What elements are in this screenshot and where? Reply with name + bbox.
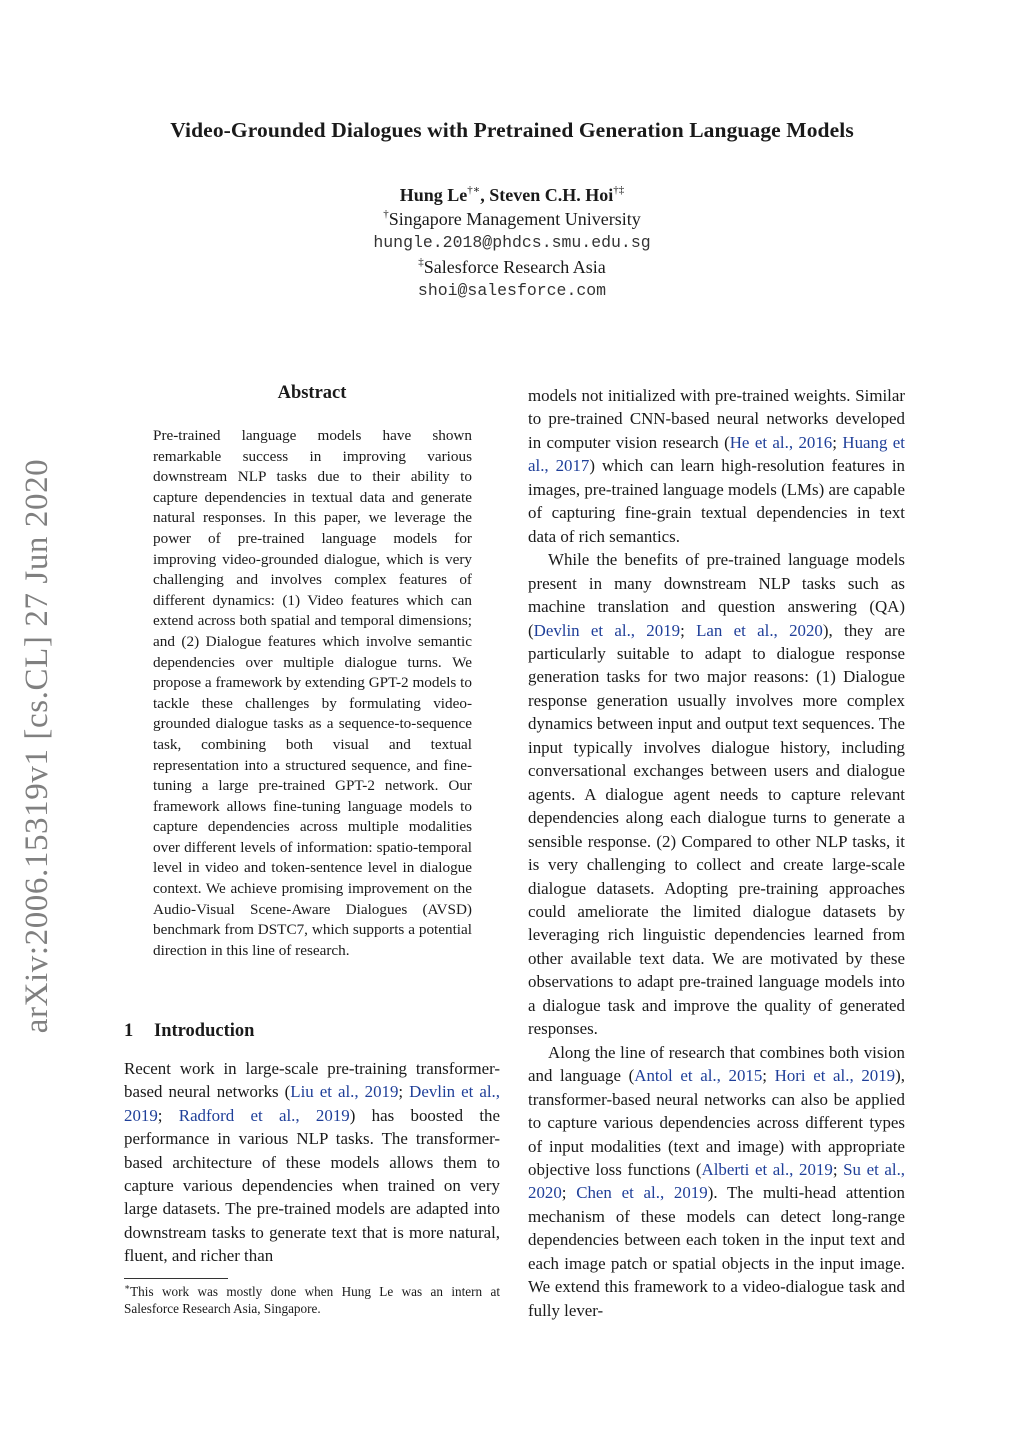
- citation-link[interactable]: Su et al., 2020: [528, 1159, 906, 1203]
- citation-link[interactable]: Radford et al., 2019: [178, 1105, 350, 1125]
- section-number: 1: [124, 1021, 134, 1041]
- text-run: ), they are particularly suitable to adapt to dialogue response generation tasks for two major reasons: (1) Dialogue response generation usually involves more complex dynamics between input and output text sequences. The input typically involves dialogue history, including conversational exchanges between users and dialogue agents. A dialogue agent needs to capture relevant dependencies along each dialogue turns to generate a sensible response. (2) Compared to other NLP tasks, it is very challenging to collect and create large-scale dialogue datasets. Adopting pre-training approaches could ameliorate the limited dialogue datasets by leveraging rich linguistic dependencies learned from other available text data. We are motivated by these observations to adapt pre-trained language models into a dialogue task and improve the quality of generated responses.: [528, 620, 905, 1039]
- citation-link[interactable]: Devlin et al., 2019: [124, 1082, 500, 1125]
- intro-paragraph-1: [124, 1057, 500, 1268]
- text-run: ;: [561, 1183, 577, 1203]
- author-2: Steven C.H. Hoi: [489, 185, 614, 205]
- text-run: ) which can learn high-resolution features in images, pre-trained language models (LMs) are capable of capturing fine-grain textual dependencies in text data of rich semantics.: [528, 456, 905, 546]
- intro-left-column: [124, 1057, 500, 1268]
- affiliation-1-text: Singapore Management University: [388, 209, 641, 229]
- text-run: ;: [832, 1159, 844, 1179]
- affiliation-2-mark: ‡: [418, 256, 424, 268]
- citation-link[interactable]: Antol et al., 2015: [634, 1066, 763, 1086]
- author-1-marks: †∗: [467, 184, 481, 196]
- right-paragraph-3: [528, 1041, 905, 1322]
- footnote-divider: [124, 1278, 228, 1279]
- text-run: ;: [398, 1082, 410, 1102]
- arxiv-stamp: arXiv:2006.15319v1 [cs.CL] 27 Jun 2020: [19, 458, 55, 1034]
- text-run: ;: [762, 1066, 775, 1086]
- affiliation-2: [0, 255, 1024, 279]
- author-2-marks: †‡: [613, 184, 625, 196]
- footnote: [124, 1283, 500, 1317]
- text-run: ;: [157, 1105, 179, 1125]
- paper-title: Video-Grounded Dialogues with Pretrained Generation Language Models: [170, 118, 854, 142]
- citation-link[interactable]: Chen et al., 2019: [576, 1183, 708, 1203]
- text-run: ) has boosted the performance in various NLP tasks. The transformer-based architecture of these models allows them to capture various dependencies when trained on very large datasets. The pre-trained models are adapted into downstream tasks to generate text that is more natural, fluent, and richer than: [124, 1105, 500, 1266]
- right-paragraph-1: [528, 384, 905, 548]
- footnote-mark: ∗: [124, 1281, 131, 1292]
- section-title: Introduction: [154, 1021, 255, 1041]
- citation-link[interactable]: Liu et al., 2019: [290, 1082, 399, 1102]
- citation-link[interactable]: Huang et al., 2017: [528, 432, 906, 476]
- email-1: hungle.2018@phdcs.smu.edu.sg: [373, 233, 651, 252]
- author-names: [0, 183, 1024, 207]
- email-2: shoi@salesforce.com: [417, 281, 607, 300]
- citation-link[interactable]: Devlin et al., 2019: [533, 620, 681, 640]
- text-run: ). The multi-head attention mechanism of these models can detect long-range dependencies between each token in the input text and each image patch or spatial objects in the input image. We extend this framework to a video-dialogue task and fully lever-: [528, 1183, 905, 1320]
- affiliation-1: [0, 207, 1024, 231]
- citation-link[interactable]: Alberti et al., 2019: [701, 1159, 833, 1179]
- text-run: Recent work in large-scale pre-training transformer-based neural networks (: [124, 1059, 500, 1102]
- author-block: [0, 183, 1024, 303]
- citation-link[interactable]: Hori et al., 2019: [774, 1066, 896, 1086]
- right-paragraph-2: [528, 548, 905, 1041]
- affiliation-2-text: Salesforce Research Asia: [423, 257, 606, 277]
- abstract-heading: Abstract: [277, 383, 347, 403]
- citation-link[interactable]: He et al., 2016: [729, 432, 833, 452]
- text-run: Along the line of research that combines both vision and language (: [528, 1042, 905, 1086]
- footnote-text: This work was mostly done when Hung Le was an intern at Salesforce Research Asia, Singapore.: [124, 1284, 500, 1316]
- text-run: models not initialized with pre-trained weights. Similar to pre-trained CNN-based neural networks developed in computer vision research (: [528, 386, 905, 452]
- text-run: ;: [680, 620, 697, 640]
- citation-link[interactable]: Lan et al., 2020: [696, 620, 823, 640]
- affiliation-1-mark: †: [383, 208, 389, 220]
- abstract-text: Pre-trained language models have shown remarkable success in improving various downstream NLP tasks due to their ability to capture dependencies in textual data and generate natural responses. In this paper, we leverage the power of pre-trained language models for improving video-grounded dialogue, which is very challenging and involves complex features of different dynamics: (1) Video features which can extend across both spatial and temporal dimensions; and (2) Dialogue features which involve semantic dependencies over multiple dialogue turns. We propose a framework by extending GPT-2 models to tackle these challenges by formulating video-grounded dialogue tasks as a sequence-to-sequence task, combining both visual and textual representation into a structured sequence, and fine-tuning a large pre-trained GPT-2 network. Our framework allows fine-tuning language models to capture dependencies across multiple modalities over different levels of information: spatio-temporal level in video and token-sentence level in dialogue context. We achieve promising improvement on the Audio-Visual Scene-Aware Dialogues (AVSD) benchmark from DSTC7, which supports a potential direction in this line of research.: [153, 427, 472, 959]
- author-separator: ,: [480, 185, 490, 205]
- text-run: ), transformer-based neural networks can also be applied to capture various dependencies across different types of input modalities (text and image) with appropriate objective loss functions (: [528, 1066, 905, 1179]
- text-run: While the benefits of pre-trained language models present in many downstream NLP tasks such as machine translation and question answering (QA) (: [528, 550, 905, 640]
- abstract-body: [153, 426, 472, 961]
- section-heading-introduction: [124, 1021, 254, 1042]
- right-column: [528, 384, 905, 1322]
- text-run: ;: [832, 432, 843, 452]
- author-1: Hung Le: [399, 185, 468, 205]
